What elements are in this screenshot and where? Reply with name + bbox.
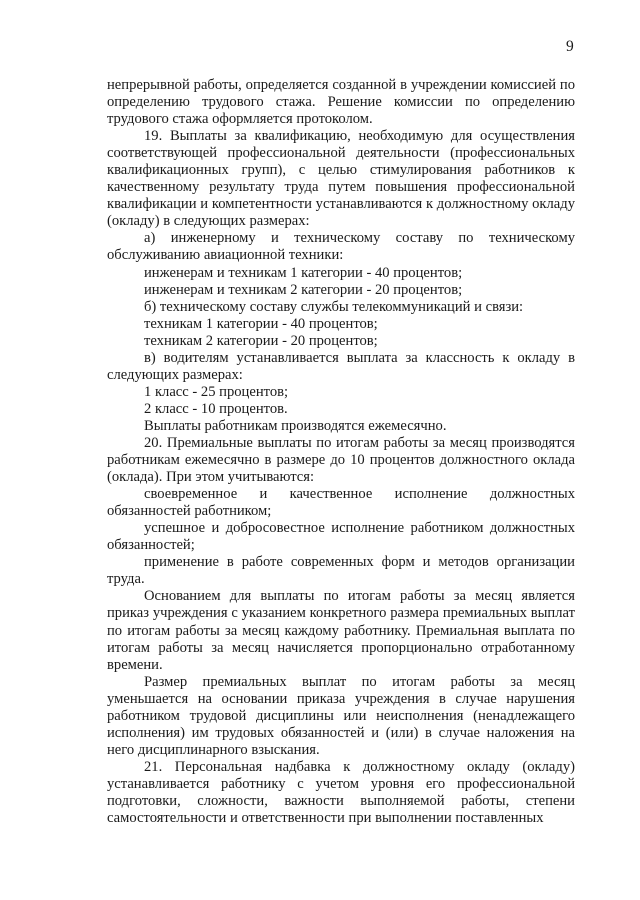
paragraph: Основанием для выплаты по итогам работы за месяц является приказ учреждения с указанием конкретного размера премиальных выплат по итогам работы за месяц каждому работнику. Премиальная выплата по итогам работы за месяц начисляется пропорционально отработанному времени. <box>107 588 575 673</box>
paragraph: непрерывной работы, определяется созданной в учреждении комиссией по определению трудового стажа. Решение комиссии по определению трудового стажа оформляется протоколом. <box>107 77 575 128</box>
list-item: своевременное и качественное исполнение должностных обязанностей работником; <box>107 486 575 520</box>
list-item: инженерам и техникам 1 категории - 40 процентов; <box>144 264 463 281</box>
page-number: 9 <box>566 38 574 55</box>
paragraph: в) водителям устанавливается выплата за классность к окладу в следующих размерах: <box>107 349 575 383</box>
paragraph: 21. Персональная надбавка к должностному окладу (окладу) устанавливается работнику с учетом уровня его профессиональной подготовки, сложности, важности выполняемой работы, степени самостоятельности и ответственности при выполнении поставленных <box>107 758 575 827</box>
list-item: применение в работе современных форм и методов организации труда. <box>107 554 575 588</box>
list-item: техникам 2 категории - 20 процентов; <box>144 332 378 349</box>
paragraph: а) инженерному и техническому составу по техническому обслуживанию авиационной техники: <box>107 230 575 264</box>
paragraph: б) техническому составу службы телекоммуникаций и связи: <box>144 298 524 315</box>
list-item: инженерам и техникам 2 категории - 20 процентов; <box>144 281 463 298</box>
paragraph: 19. Выплаты за квалификацию, необходимую для осуществления соответствующей профессиональной деятельности (профессиональных квалификационных групп), с целью стимулирования работников к качественному результату труда путем повышения профессиональной квалификации и компетентности устанавливаются к должностному окладу (окладу) в следующих размерах: <box>107 128 575 230</box>
list-item: техникам 1 категории - 40 процентов; <box>144 315 378 332</box>
list-item: успешное и добросовестное исполнение работником должностных обязанностей; <box>107 520 575 554</box>
list-item: 2 класс - 10 процентов. <box>144 400 288 417</box>
document-body <box>107 77 575 827</box>
list-item: 1 класс - 25 процентов; <box>144 383 289 400</box>
paragraph: Размер премиальных выплат по итогам работы за месяц уменьшается на основании приказа учреждения в случае нарушения работником трудовой дисциплины или неисполнения (ненадлежащего исполнения) им трудовых обязанностей и (или) в случае наложения на него дисциплинарного взыскания. <box>107 673 575 758</box>
paragraph: Выплаты работникам производятся ежемесячно. <box>144 417 447 434</box>
paragraph: 20. Премиальные выплаты по итогам работы за месяц производятся работникам ежемесячно в размере до 10 процентов должностного оклада (оклада). При этом учитываются: <box>107 434 575 486</box>
